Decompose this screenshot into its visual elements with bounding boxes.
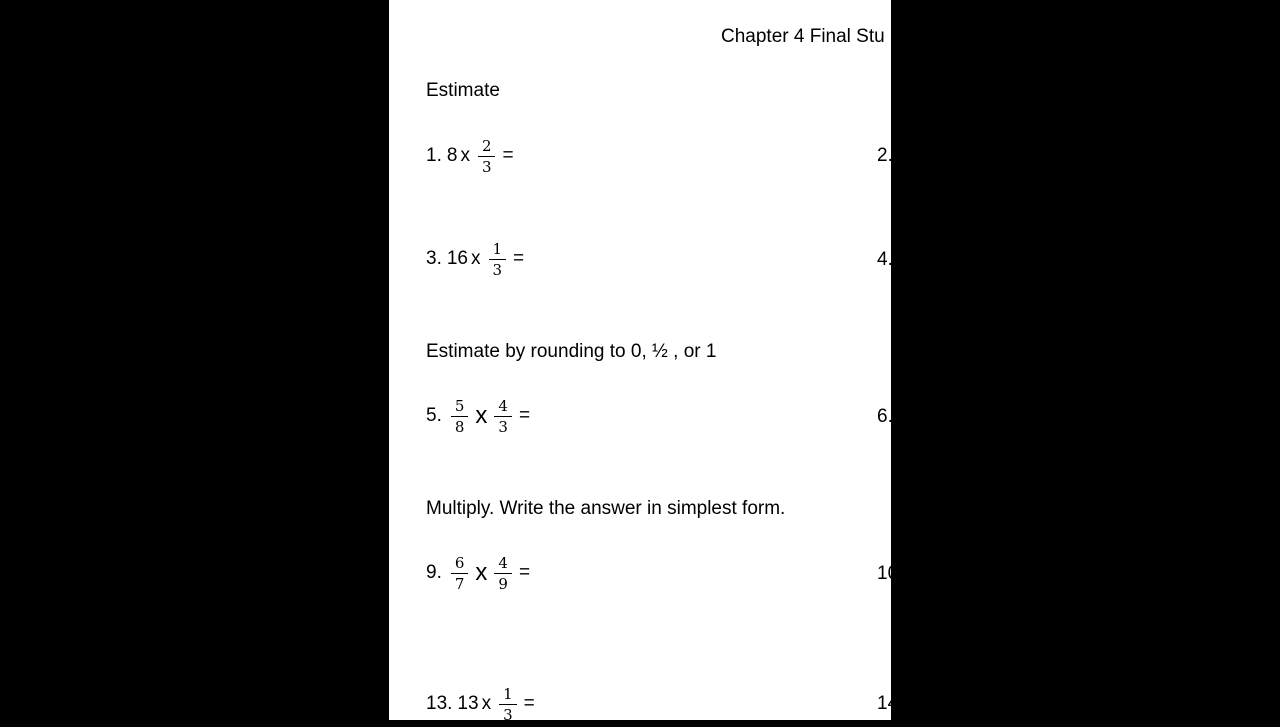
numerator: 2 xyxy=(478,137,496,157)
page-title: Chapter 4 Final Stu xyxy=(721,26,885,47)
numerator: 6 xyxy=(451,554,469,574)
problem-number-right: 10 xyxy=(877,563,899,584)
problem-number: 13. xyxy=(426,693,453,714)
problem-9 xyxy=(426,550,530,596)
problem-13 xyxy=(426,681,535,727)
fraction xyxy=(499,685,517,724)
fraction xyxy=(494,397,512,436)
equals-sign: = xyxy=(513,248,525,269)
numerator: 4 xyxy=(494,397,512,417)
denominator: 3 xyxy=(503,705,513,724)
denominator: 8 xyxy=(454,417,465,436)
denominator: 3 xyxy=(498,417,508,436)
numerator: 1 xyxy=(499,685,517,705)
numerator: 1 xyxy=(489,240,507,260)
problem-number: 3. xyxy=(426,248,442,269)
denominator: 9 xyxy=(498,574,508,593)
fraction xyxy=(478,137,496,176)
fraction xyxy=(451,554,469,593)
denominator: 7 xyxy=(454,574,465,593)
problem-number-right: 6. xyxy=(877,406,893,427)
section-heading-multiply: Multiply. Write the answer in simplest form. xyxy=(426,498,786,519)
fraction xyxy=(451,397,469,436)
document-page xyxy=(389,0,899,724)
problem-5 xyxy=(426,393,530,439)
problem-number: 5. xyxy=(426,405,442,426)
multiply-sign: x xyxy=(481,693,492,714)
numerator: 5 xyxy=(451,397,469,417)
problem-number: 1. xyxy=(426,145,442,166)
denominator: 3 xyxy=(492,260,503,279)
whole-number: 16 xyxy=(446,248,468,269)
equals-sign: = xyxy=(518,405,531,426)
section-heading-rounding: Estimate by rounding to 0, ½ , or 1 xyxy=(426,341,717,362)
equals-sign: = xyxy=(502,145,514,166)
multiply-sign: x xyxy=(460,145,470,166)
problem-number-right: 14 xyxy=(877,693,899,714)
numerator: 4 xyxy=(494,554,512,574)
multiply-sign: x xyxy=(471,248,481,269)
whole-number: 13 xyxy=(457,693,479,714)
denominator: 3 xyxy=(481,157,492,176)
problem-number-right: 2. xyxy=(877,145,893,166)
whole-number: 8 xyxy=(446,145,458,166)
fraction xyxy=(494,554,512,593)
multiply-sign: x xyxy=(475,559,488,586)
equals-sign: = xyxy=(518,562,531,583)
problem-3 xyxy=(426,236,524,282)
multiply-sign: x xyxy=(475,402,488,429)
fraction xyxy=(489,240,507,279)
equals-sign: = xyxy=(523,693,535,714)
problem-1 xyxy=(426,133,514,179)
problem-number-right: 4. xyxy=(877,249,893,270)
section-heading-estimate: Estimate xyxy=(426,80,500,101)
problem-number: 9. xyxy=(426,562,442,583)
